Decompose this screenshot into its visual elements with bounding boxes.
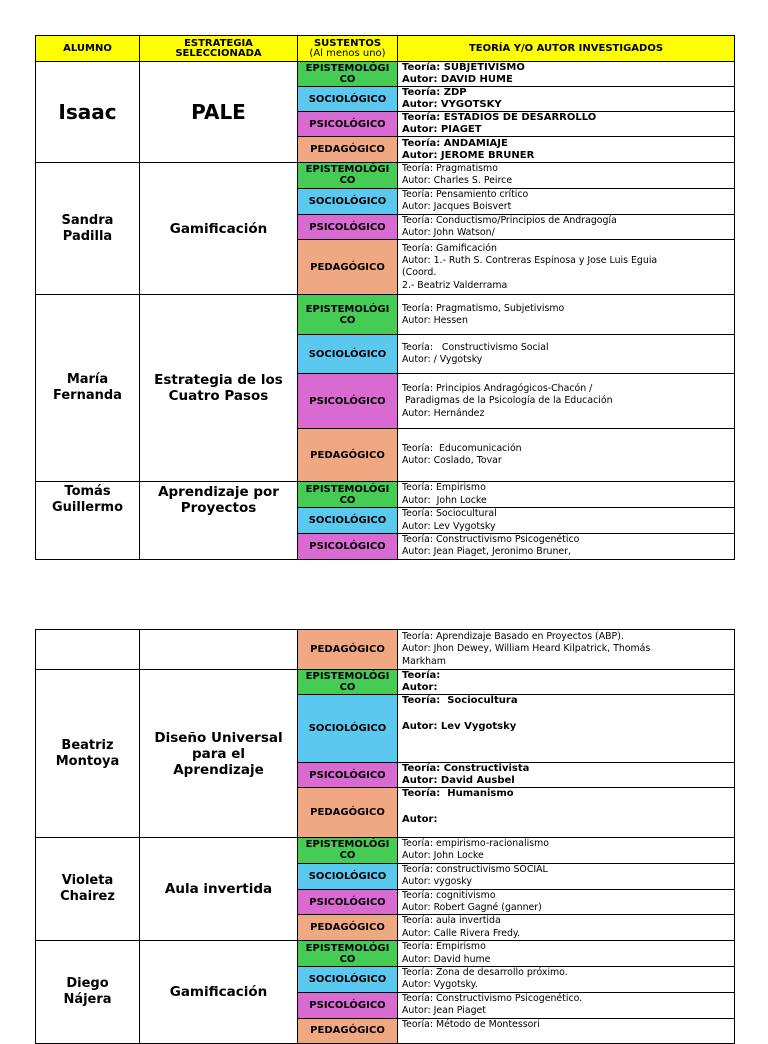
theory-author-cell: Teoría: constructivismo SOCIAL Autor: vygosky — [398, 863, 735, 889]
theory-author-cell: Teoría: Educomunicación Autor: Coslado, Tovar — [398, 429, 735, 482]
empty-strategy-cell — [140, 630, 298, 670]
strategy-name: Aula invertida — [140, 838, 298, 941]
category-psicologico: PSICOLÓGICO — [298, 112, 398, 137]
theory-author-cell: Teoría: Autor: — [398, 670, 735, 695]
category-sociologico: SOCIOLÓGICO — [298, 188, 398, 214]
table-row — [36, 295, 735, 335]
strategy-name: Diseño Universal para el Aprendizaje — [140, 670, 298, 838]
theory-author-cell: Teoría: Sociocultural Autor: Lev Vygotsky — [398, 508, 735, 534]
theory-author-cell: Teoría: ESTADIOS DE DESARROLLO Autor: PIAGET — [398, 112, 735, 137]
header-alumno: ALUMNO — [36, 36, 140, 62]
category-sociologico: SOCIOLÓGICO — [298, 967, 398, 993]
header-teoria: TEORÍA Y/O AUTOR INVESTIGADOS — [398, 36, 735, 62]
theory-author-cell: Teoría: Constructivismo Social Autor: / Vygotsky — [398, 335, 735, 374]
strategy-name: Estrategia de los Cuatro Pasos — [140, 295, 298, 482]
strategy-name: Gamificación — [140, 163, 298, 295]
strategies-table-2 — [35, 629, 735, 1044]
category-epistemologico: EPISTEMOLÓGI CO — [298, 941, 398, 967]
student-name: Beatriz Montoya — [36, 670, 140, 838]
table-row — [36, 163, 735, 189]
theory-author-cell: Teoría: Pragmatismo, Subjetivismo Autor: Hessen — [398, 295, 735, 335]
table-row — [36, 482, 735, 508]
category-psicologico: PSICOLÓGICO — [298, 534, 398, 560]
table-row — [36, 941, 735, 967]
category-pedagogico: PEDAGÓGICO — [298, 915, 398, 941]
theory-author-cell: Teoría: Humanismo Autor: — [398, 788, 735, 838]
student-name: María Fernanda — [36, 295, 140, 482]
category-sociologico: SOCIOLÓGICO — [298, 335, 398, 374]
theory-author-cell: Teoría: Aprendizaje Basado en Proyectos (ABP). Autor: Jhon Dewey, William Heard Kilpatrick, Thomás Markham — [398, 630, 735, 670]
strategy-name: Aprendizaje por Proyectos — [140, 482, 298, 559]
theory-author-cell: Teoría: Pragmatismo Autor: Charles S. Peirce — [398, 163, 735, 189]
category-pedagogico: PEDAGÓGICO — [298, 788, 398, 838]
category-epistemologico: EPISTEMOLÓGI CO — [298, 482, 398, 508]
strategy-name: PALE — [140, 62, 298, 163]
category-epistemologico: EPISTEMOLÓGI CO — [298, 838, 398, 864]
theory-author-cell: Teoría: Conductismo/Principios de Andragogía Autor: John Watson/ — [398, 214, 735, 240]
theory-author-cell: Teoría: aula invertida Autor: Calle Rivera Fredy. — [398, 915, 735, 941]
category-psicologico: PSICOLÓGICO — [298, 374, 398, 429]
strategy-name: Gamificación — [140, 941, 298, 1043]
student-name: Sandra Padilla — [36, 163, 140, 295]
category-psicologico: PSICOLÓGICO — [298, 763, 398, 788]
theory-author-cell: Teoría: Constructivismo Psicogenético. Autor: Jean Piaget — [398, 992, 735, 1018]
category-sociologico: SOCIOLÓGICO — [298, 87, 398, 112]
theory-author-cell: Teoría: Constructivismo Psicogenético Autor: Jean Piaget, Jeronimo Bruner, — [398, 534, 735, 560]
table-row — [36, 62, 735, 87]
theory-author-cell: Teoría: cognitivismo Autor: Robert Gagné (ganner) — [398, 889, 735, 915]
theory-author-cell: Teoría: Sociocultura Autor: Lev Vygotsky — [398, 695, 735, 763]
theory-author-cell: Teoría: empirismo-racionalismo Autor: John Locke — [398, 838, 735, 864]
category-pedagogico: PEDAGÓGICO — [298, 429, 398, 482]
student-name: Diego Nájera — [36, 941, 140, 1043]
category-pedagogico: PEDAGÓGICO — [298, 630, 398, 670]
category-sociologico: SOCIOLÓGICO — [298, 863, 398, 889]
category-epistemologico: EPISTEMOLÓGI CO — [298, 62, 398, 87]
theory-author-cell: Teoría: Constructivista Autor: David Ausbel — [398, 763, 735, 788]
theory-author-cell: Teoría: Empirismo Autor: John Locke — [398, 482, 735, 508]
table-row — [36, 670, 735, 695]
theory-author-cell: Teoría: Principios Andragógicos-Chacón / Paradigmas de la Psicología de la Educación Autor: Hernández — [398, 374, 735, 429]
student-name: Violeta Chairez — [36, 838, 140, 941]
strategies-table-1 — [35, 35, 735, 560]
category-psicologico: PSICOLÓGICO — [298, 992, 398, 1018]
theory-author-cell: Teoría: Método de Montessori — [398, 1018, 735, 1043]
theory-author-cell: Teoría: Zona de desarrollo próximo. Autor: Vygotsky. — [398, 967, 735, 993]
theory-author-cell: Teoría: Pensamiento crítico Autor: Jacques Boisvert — [398, 188, 735, 214]
header-sustentos: SUSTENTOS (Al menos uno) — [298, 36, 398, 62]
category-pedagogico: PEDAGÓGICO — [298, 240, 398, 295]
theory-author-cell: Teoría: ANDAMIAJE Autor: JEROME BRUNER — [398, 137, 735, 163]
category-sociologico: SOCIOLÓGICO — [298, 695, 398, 763]
category-psicologico: PSICOLÓGICO — [298, 889, 398, 915]
theory-author-cell: Teoría: Empirismo Autor: David hume — [398, 941, 735, 967]
student-name: Isaac — [36, 62, 140, 163]
category-epistemologico: EPISTEMOLÓGI CO — [298, 670, 398, 695]
category-epistemologico: EPISTEMOLÓGI CO — [298, 163, 398, 189]
theory-author-cell: Teoría: SUBJETIVISMO Autor: DAVID HUME — [398, 62, 735, 87]
header-row — [36, 36, 735, 62]
category-psicologico: PSICOLÓGICO — [298, 214, 398, 240]
table-row — [36, 838, 735, 864]
empty-name-cell — [36, 630, 140, 670]
category-pedagogico: PEDAGÓGICO — [298, 1018, 398, 1043]
student-name: Tomás Guillermo — [36, 482, 140, 559]
table-row — [36, 630, 735, 670]
category-epistemologico: EPISTEMOLÓGI CO — [298, 295, 398, 335]
category-pedagogico: PEDAGÓGICO — [298, 137, 398, 163]
theory-author-cell: Teoría: Gamificación Autor: 1.- Ruth S. Contreras Espinosa y Jose Luis Eguia (Coord. 2.- Beatriz Valderrama — [398, 240, 735, 295]
header-estrategia: ESTRATEGIA SELECCIONADA — [140, 36, 298, 62]
theory-author-cell: Teoría: ZDP Autor: VYGOTSKY — [398, 87, 735, 112]
category-sociologico: SOCIOLÓGICO — [298, 508, 398, 534]
